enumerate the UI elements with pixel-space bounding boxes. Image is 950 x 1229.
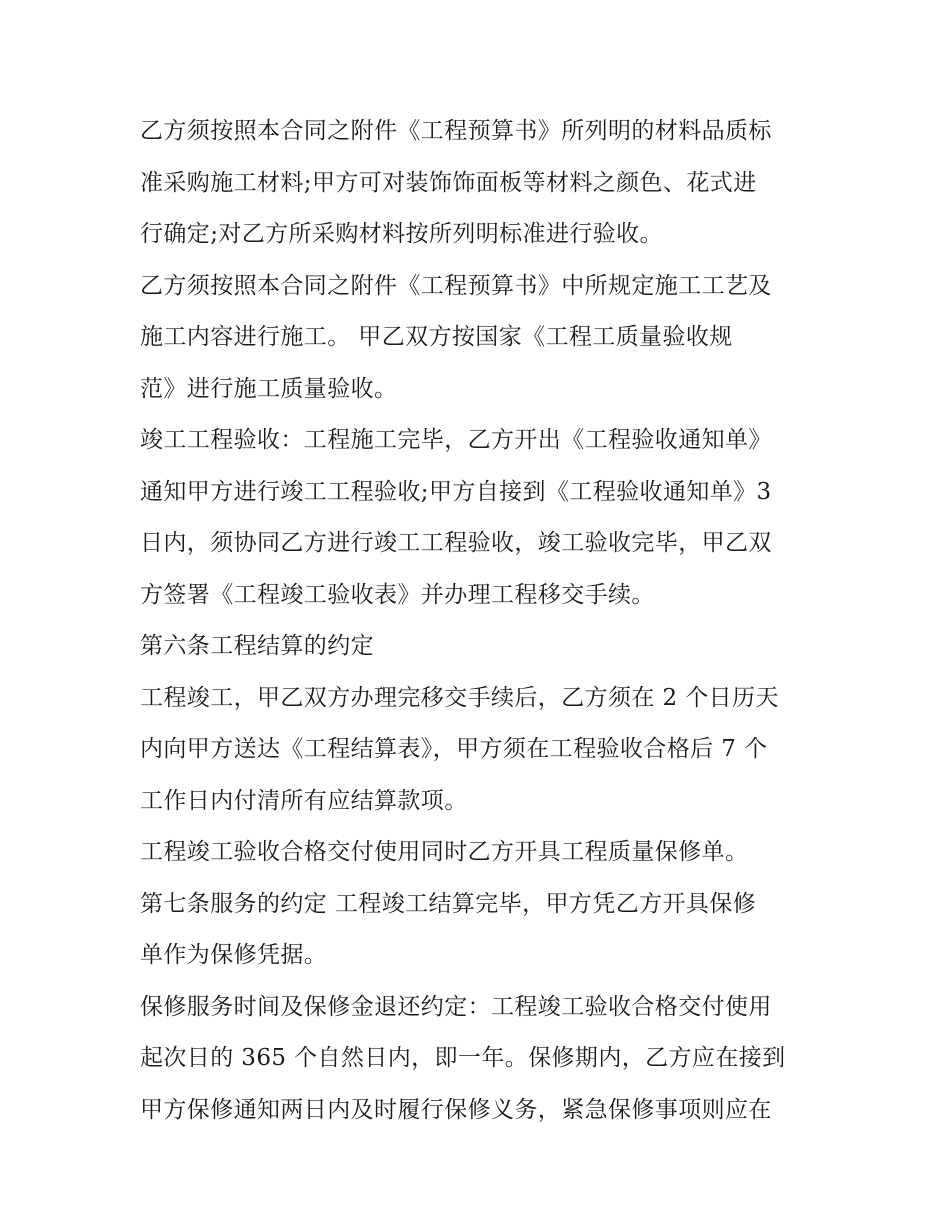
text-line: 范》进行施工质量验收。: [140, 375, 398, 402]
text-line: 通知甲方进行竣工工程验收;甲方自接到《工程验收通知单》3: [140, 478, 772, 505]
text-line: 保修服务时间及保修金退还约定：工程竣工验收合格交付使用: [140, 993, 772, 1020]
text-line: 准采购施工材料;甲方可对装饰饰面板等材料之颜色、花式进: [140, 169, 757, 196]
text-line: 日内，须协同乙方进行竣工工程验收，竣工验收完毕，甲乙双: [140, 530, 772, 556]
text-line: 起次日的 365 个自然日内，即一年。保修期内，乙方应在接到: [140, 1045, 786, 1071]
text-line: 方签署《工程竣工验收表》并办理工程移交手续。: [140, 581, 655, 608]
text-line: 竣工工程验收：工程施工完毕，乙方开出《工程验收通知单》: [140, 427, 772, 453]
text-line: 工程竣工，甲乙双方办理完移交手续后，乙方须在 2 个日历天: [140, 684, 779, 711]
text-line: 内向甲方送达《工程结算表》，甲方须在工程验收合格后 7 个: [140, 736, 768, 762]
document-body: [140, 106, 820, 1136]
section-heading: 第六条工程结算的约定: [140, 633, 374, 659]
text-line: 乙方须按照本合同之附件《工程预算书》中所规定施工工艺及: [140, 272, 772, 299]
text-line: 施工内容进行施工。 甲乙双方按国家《工程工质量验收规: [140, 324, 733, 350]
text-line: 工作日内付清所有应结算款项。: [140, 787, 468, 814]
text-line: 甲方保修通知两日内及时履行保修义务，紧急保修事项则应在: [140, 1096, 772, 1123]
text-line: 工程竣工验收合格交付使用同时乙方开具工程质量保修单。: [140, 839, 749, 865]
text-line: 行确定;对乙方所采购材料按所列明标准进行验收。: [140, 221, 663, 247]
text-line: 乙方须按照本合同之附件《工程预算书》所列明的材料品质标: [140, 118, 772, 144]
text-line: 单作为保修凭据。: [140, 942, 328, 968]
text-line: 第七条服务的约定 工程竣工结算完毕，甲方凭乙方开具保修: [140, 890, 757, 917]
